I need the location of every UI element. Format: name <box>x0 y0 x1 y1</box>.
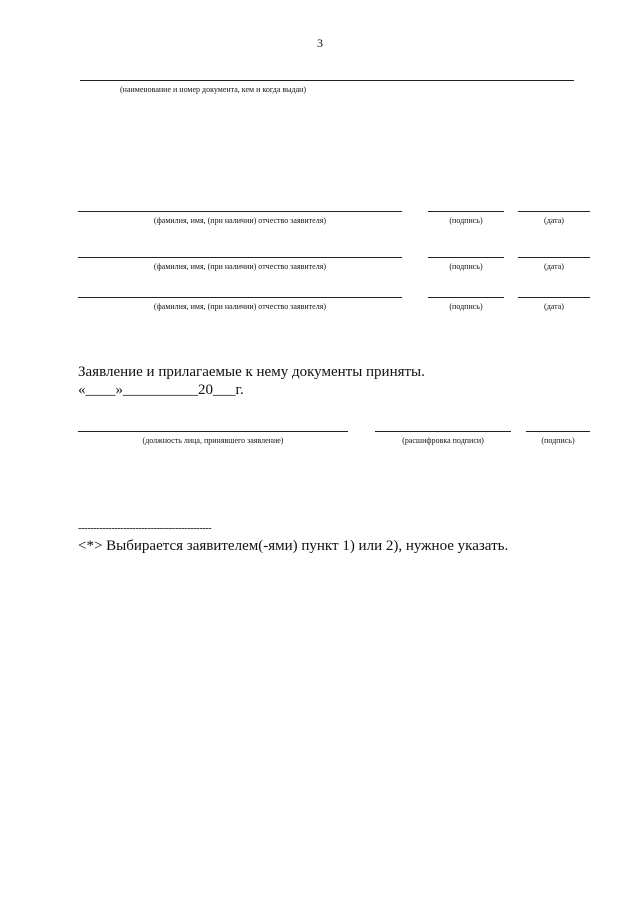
receiver-signature-caption: (подпись) <box>541 436 575 445</box>
applicant-date-caption: (дата) <box>544 262 564 271</box>
applicant-name-line <box>78 297 402 298</box>
applicant-date-line <box>518 257 590 258</box>
applicant-name-line <box>78 211 402 212</box>
receiver-decoding-caption: (расшифровка подписи) <box>402 436 484 445</box>
applicant-date-caption: (дата) <box>544 302 564 311</box>
applicant-date-caption: (дата) <box>544 216 564 225</box>
receiver-position-line <box>78 431 348 432</box>
applicant-name-caption: (фамилия, имя, (при наличии) отчество заявителя) <box>153 262 327 271</box>
applicant-signature-line <box>428 257 504 258</box>
receiver-signature-line <box>526 431 590 432</box>
applicant-signature-caption: (подпись) <box>449 302 483 311</box>
applicant-name-caption: (фамилия, имя, (при наличии) отчество заявителя) <box>153 216 327 225</box>
applicant-signature-line <box>428 211 504 212</box>
applicant-date-line <box>518 297 590 298</box>
applicant-name-caption: (фамилия, имя, (при наличии) отчество заявителя) <box>153 302 327 311</box>
document-id-line <box>80 80 574 81</box>
applicant-signature-line <box>428 297 504 298</box>
applicant-date-line <box>518 211 590 212</box>
page-number: 3 <box>317 36 323 50</box>
document-id-caption: (наименование и номер документа, кем и когда выдан) <box>120 85 307 94</box>
applicant-signature-caption: (подпись) <box>449 216 483 225</box>
footnote-text: <*> Выбирается заявителем(-ями) пункт 1) или 2), нужное указать. <box>78 538 509 554</box>
applicant-name-line <box>78 257 402 258</box>
footnote-separator: -------------------------------------------- <box>78 523 212 534</box>
acceptance-date-line: «____»__________20___г. <box>78 382 244 398</box>
applicant-signature-caption: (подпись) <box>449 262 483 271</box>
receiver-position-caption: (должность лица, принявшего заявление) <box>142 436 284 445</box>
acceptance-statement: Заявление и прилагаемые к нему документы приняты. <box>78 364 425 380</box>
receiver-decoding-line <box>375 431 511 432</box>
